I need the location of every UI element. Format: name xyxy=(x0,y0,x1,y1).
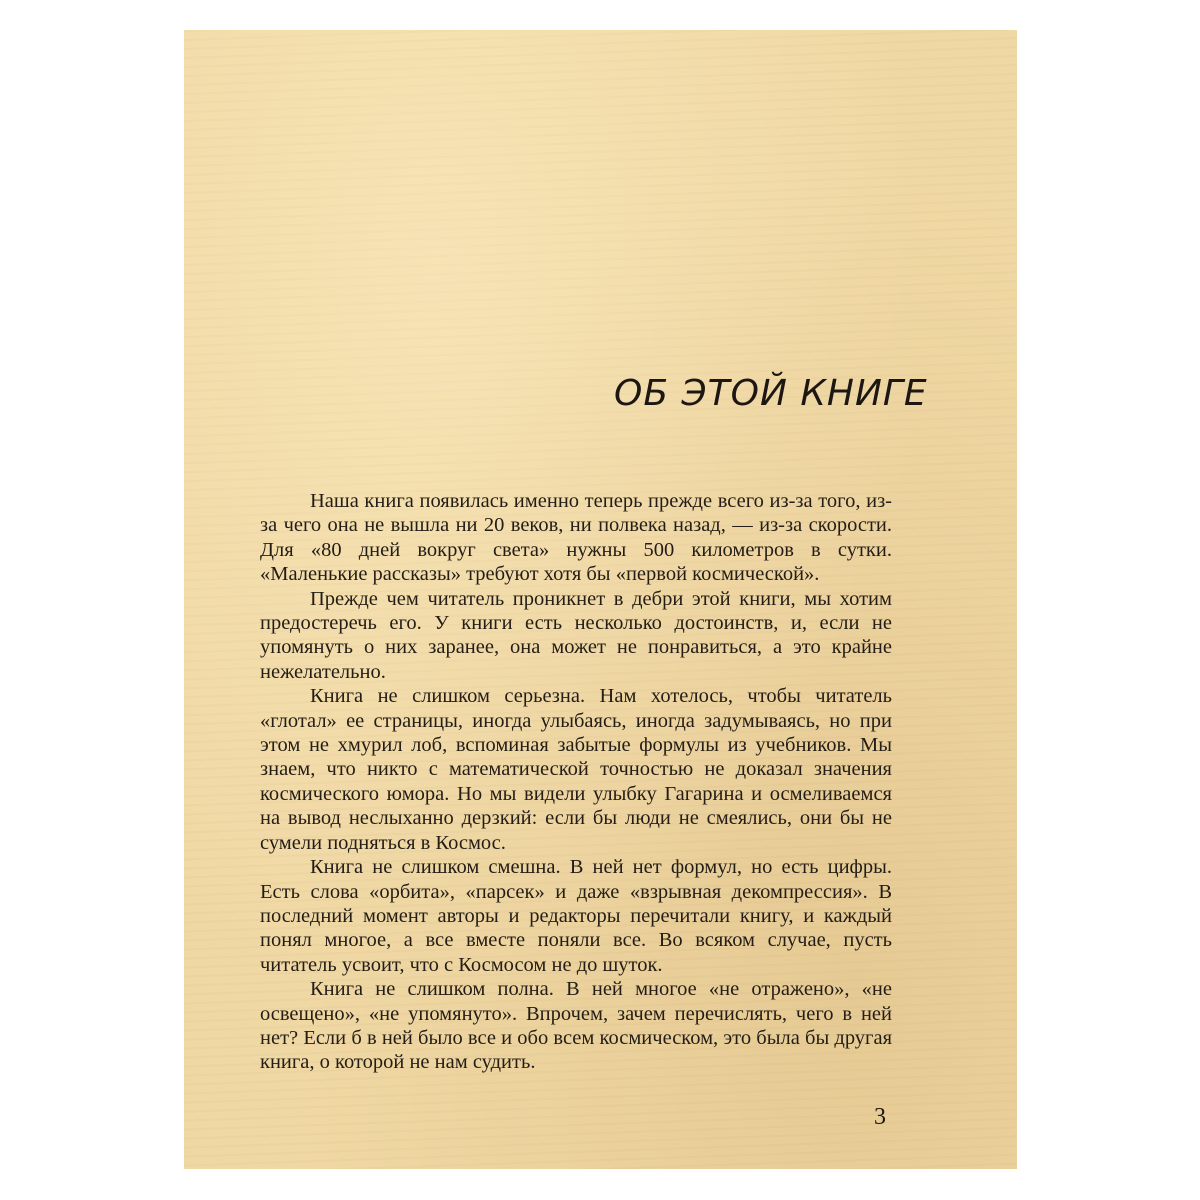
body-text xyxy=(260,489,892,1075)
book-page xyxy=(184,30,1017,1169)
paragraph-1: Наша книга появилась именно теперь прежде всего из-за того, из-за чего она не вышла ни 20 веков, ни полвека назад, — из-за скорости. Для «80 дней вокруг света» нужны 500 километров в сутки. «Маленькие рассказы» требуют хотя бы «первой космической». xyxy=(260,490,892,586)
paragraph-3: Книга не слишком серьезна. Нам хотелось, чтобы читатель «глотал» ее страницы, иногда улыбаясь, иногда задумываясь, но при этом не хмурил лоб, вспоминая забытые формулы из учебников. Мы знаем, что никто с математической точностью не доказал значения космического юмора. Но мы видели улыбку Гагарина и осмеливаемся на вывод неслыханно дерзкий: если бы люди не смеялись, они бы не сумели подняться в Космос. xyxy=(260,685,892,854)
paragraph-5: Книга не слишком полна. В ней многое «не отражено», «не освещено», «не упомянуто». Впрочем, зачем перечислять, чего в ней нет? Если б в ней было все и обо всем космическом, это была бы другая книга, о которой не нам судить. xyxy=(260,978,892,1074)
page-title: ОБ ЭТОЙ КНИГЕ xyxy=(614,373,928,414)
paragraph-2: Прежде чем читатель проникнет в дебри этой книги, мы хотим предостеречь его. У книги есть несколько достоинств, и, если не упомянуть о них заранее, она может не понравиться, а это крайне нежелательно. xyxy=(260,587,892,683)
page-number: 3 xyxy=(874,1104,886,1130)
paragraph-4: Книга не слишком смешна. В ней нет формул, но есть цифры. Есть слова «орбита», «парсек» и даже «взрывная декомпрессия». В последний момент авторы и редакторы перечитали книгу, и каждый понял многое, а все вместе поняли все. Во всяком случае, пусть читатель усвоит, что с Космосом не до шуток. xyxy=(260,856,892,976)
